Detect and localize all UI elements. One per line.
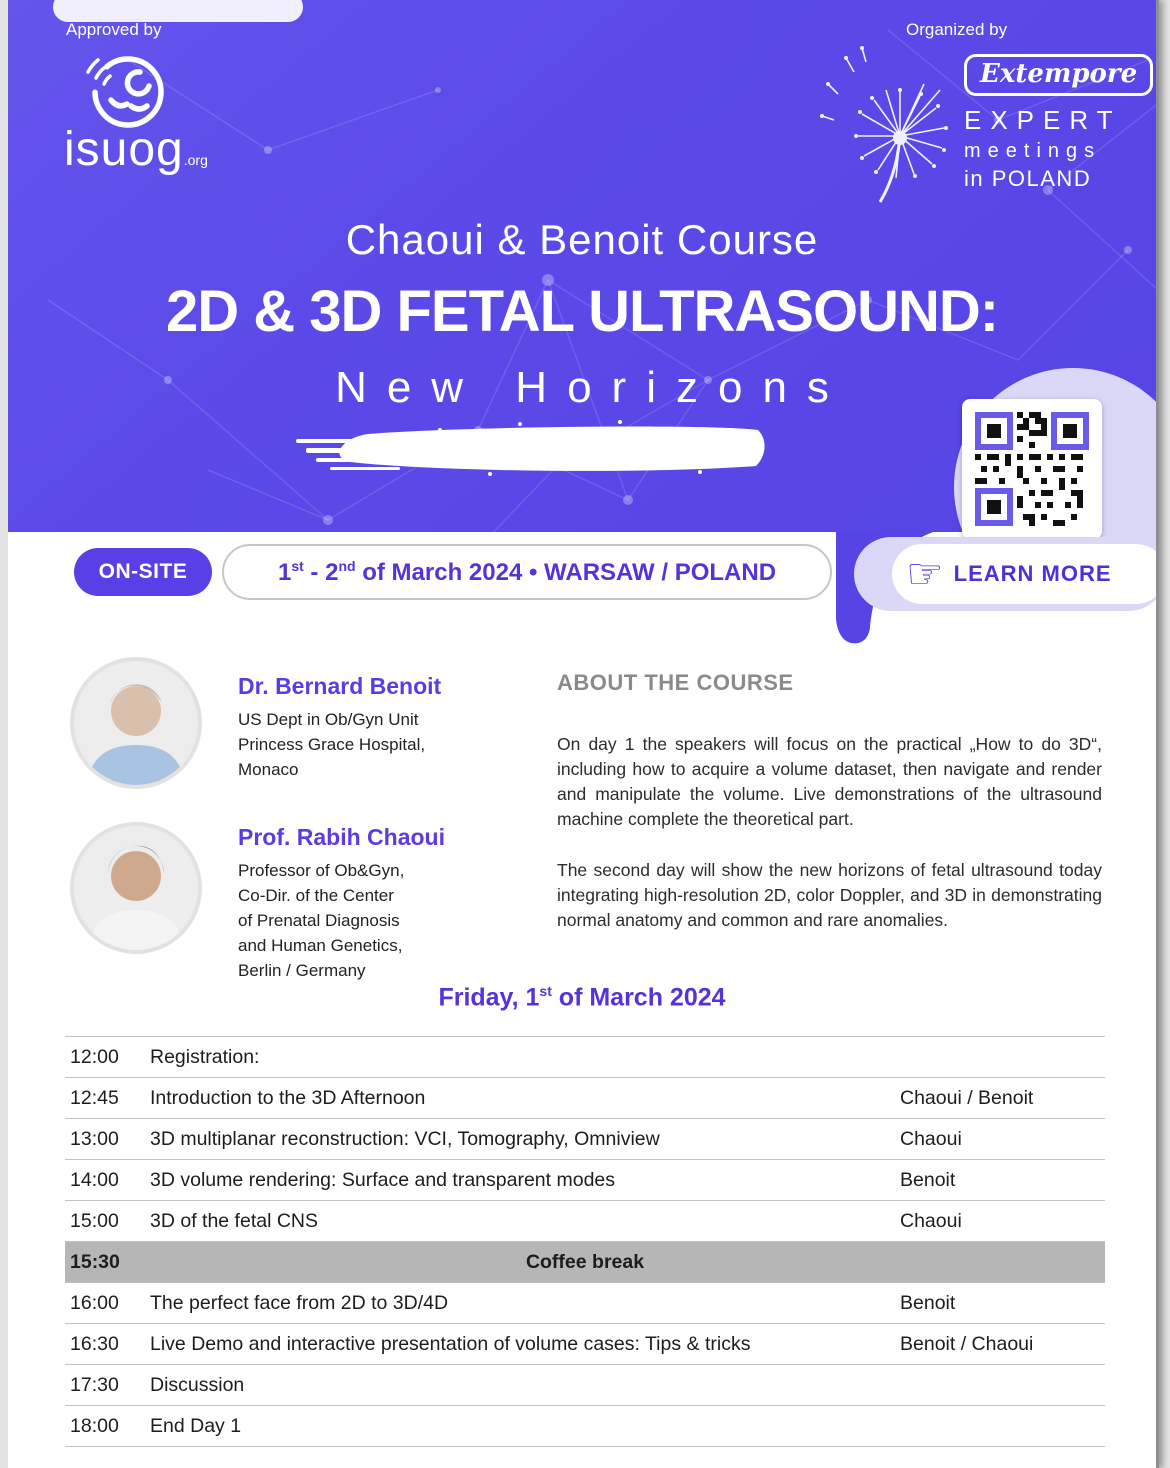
subtitle: New Horizons	[335, 363, 849, 412]
qr-code[interactable]	[962, 399, 1102, 539]
time-cell: 17:30	[70, 1373, 119, 1396]
speaker-photo-benoit	[70, 657, 202, 789]
date-text: 1st - 2nd of March 2024 • WARSAW / POLAND	[277, 557, 777, 586]
speaker-name-benoit: Dr. Bernard Benoit	[238, 673, 442, 699]
bio-line: Princess Grace Hospital,	[238, 735, 426, 754]
session-cell: The perfect face from 2D to 3D/4D	[150, 1291, 449, 1314]
bio-line: of Prenatal Diagnosis	[238, 911, 400, 930]
title-block	[8, 216, 1156, 413]
learn-more-label: LEARN MORE	[953, 561, 1112, 586]
isuog-name: isuog	[64, 123, 184, 176]
bio-line: and Human Genetics,	[238, 936, 403, 955]
speakers-cell: Chaoui	[900, 1209, 962, 1232]
organized-by-label: Organized by	[906, 20, 1008, 39]
main-title: 2D & 3D FETAL ULTRASOUND:	[165, 279, 999, 344]
speakers-cell: Chaoui	[900, 1127, 962, 1150]
about-section	[557, 670, 1102, 933]
brush-stroke	[290, 412, 776, 484]
time-cell: 12:00	[70, 1045, 119, 1068]
speakers-cell: Benoit	[900, 1291, 956, 1314]
speaker-bio-benoit	[238, 707, 425, 782]
bio-line: Professor of Ob&Gyn,	[238, 861, 405, 880]
bio-line: US Dept in Ob/Gyn Unit	[238, 710, 419, 729]
schedule-row	[65, 1119, 1105, 1160]
schedule-row	[65, 1160, 1105, 1201]
extempore-logo	[964, 54, 1138, 192]
session-cell: 3D multiplanar reconstruction: VCI, Tomography, Omniview	[150, 1127, 660, 1150]
time-cell: 14:00	[70, 1168, 119, 1191]
schedule-row	[65, 1365, 1105, 1406]
extempore-badge: Extempore	[964, 54, 1153, 96]
speaker-photo-chaoui	[70, 822, 202, 954]
schedule-row	[65, 1078, 1105, 1119]
meetings-line: meetings	[964, 140, 1102, 162]
about-paragraph-1: On day 1 the speakers will focus on the practical „How to do 3D“, including how to acquire a volume dataset, then navigate and render and manipulate the volume. Live demonstrations of the ultrasound machine complete the theoretical part.	[557, 734, 1102, 829]
schedule-row	[65, 1201, 1105, 1242]
time-cell: 15:00	[70, 1209, 119, 1232]
flyer-page	[8, 0, 1156, 1468]
session-cell: 3D volume rendering: Surface and transparent modes	[150, 1168, 616, 1191]
time-cell: 15:30	[70, 1250, 120, 1273]
in-poland-line: in POLAND	[964, 166, 1092, 191]
about-paragraph-2: The second day will show the new horizons of fetal ultrasound today integrating high-resolution 2D, color Doppler, and 3D in demonstrating normal anatomy and common and rare anomalies.	[557, 860, 1102, 930]
speaker-bio-chaoui	[238, 858, 404, 983]
coffee-break-row	[65, 1242, 1105, 1283]
approved-by-label: Approved by	[66, 20, 162, 39]
speakers-cell: Chaoui / Benoit	[900, 1086, 1034, 1109]
qr-pattern	[973, 410, 1091, 528]
bio-line: Monaco	[238, 760, 299, 779]
date-banner	[222, 544, 832, 600]
top-notch	[53, 0, 303, 22]
time-cell: 12:45	[70, 1086, 119, 1109]
pointing-hand-icon: ☞	[906, 549, 944, 598]
schedule-row	[65, 1406, 1105, 1447]
schedule-table	[65, 1036, 1105, 1447]
schedule-row	[65, 1037, 1105, 1078]
time-cell: 18:00	[70, 1414, 119, 1437]
session-cell: Live Demo and interactive presentation of volume cases: Tips & tricks	[150, 1332, 751, 1355]
speakers-cell: Benoit / Chaoui	[900, 1332, 1034, 1355]
isuog-suffix: .org	[183, 152, 208, 168]
session-cell: End Day 1	[150, 1414, 242, 1437]
isuog-logo-icon	[80, 46, 170, 132]
expert-line: EXPERT	[964, 105, 1122, 135]
bio-line: Co-Dir. of the Center	[238, 886, 394, 905]
speaker-portrait-placeholder	[74, 661, 198, 785]
dandelion-icon	[816, 40, 966, 205]
time-cell: 16:30	[70, 1332, 119, 1355]
session-cell: 3D of the fetal CNS	[150, 1209, 318, 1232]
bio-line: Berlin / Germany	[238, 961, 366, 980]
isuog-wordmark	[64, 122, 208, 177]
time-cell: 16:00	[70, 1291, 119, 1314]
speakers-cell: Benoit	[900, 1168, 956, 1191]
session-cell: Introduction to the 3D Afternoon	[150, 1086, 426, 1109]
time-cell: 13:00	[70, 1127, 119, 1150]
schedule-row	[65, 1324, 1105, 1365]
schedule-row	[65, 1283, 1105, 1324]
about-heading: ABOUT THE COURSE	[557, 670, 794, 695]
coffee-break-label: Coffee break	[525, 1250, 645, 1273]
learn-more-button[interactable]	[892, 544, 1156, 604]
onsite-badge: ON-SITE	[74, 548, 212, 596]
speaker-portrait-placeholder	[74, 826, 198, 950]
day-heading: Friday, 1st of March 2024	[438, 983, 726, 1012]
session-cell: Discussion	[150, 1373, 245, 1396]
speaker-name-chaoui: Prof. Rabih Chaoui	[238, 824, 445, 850]
course-name-line: Chaoui & Benoit Course	[345, 216, 819, 263]
session-cell: Registration:	[150, 1045, 260, 1068]
